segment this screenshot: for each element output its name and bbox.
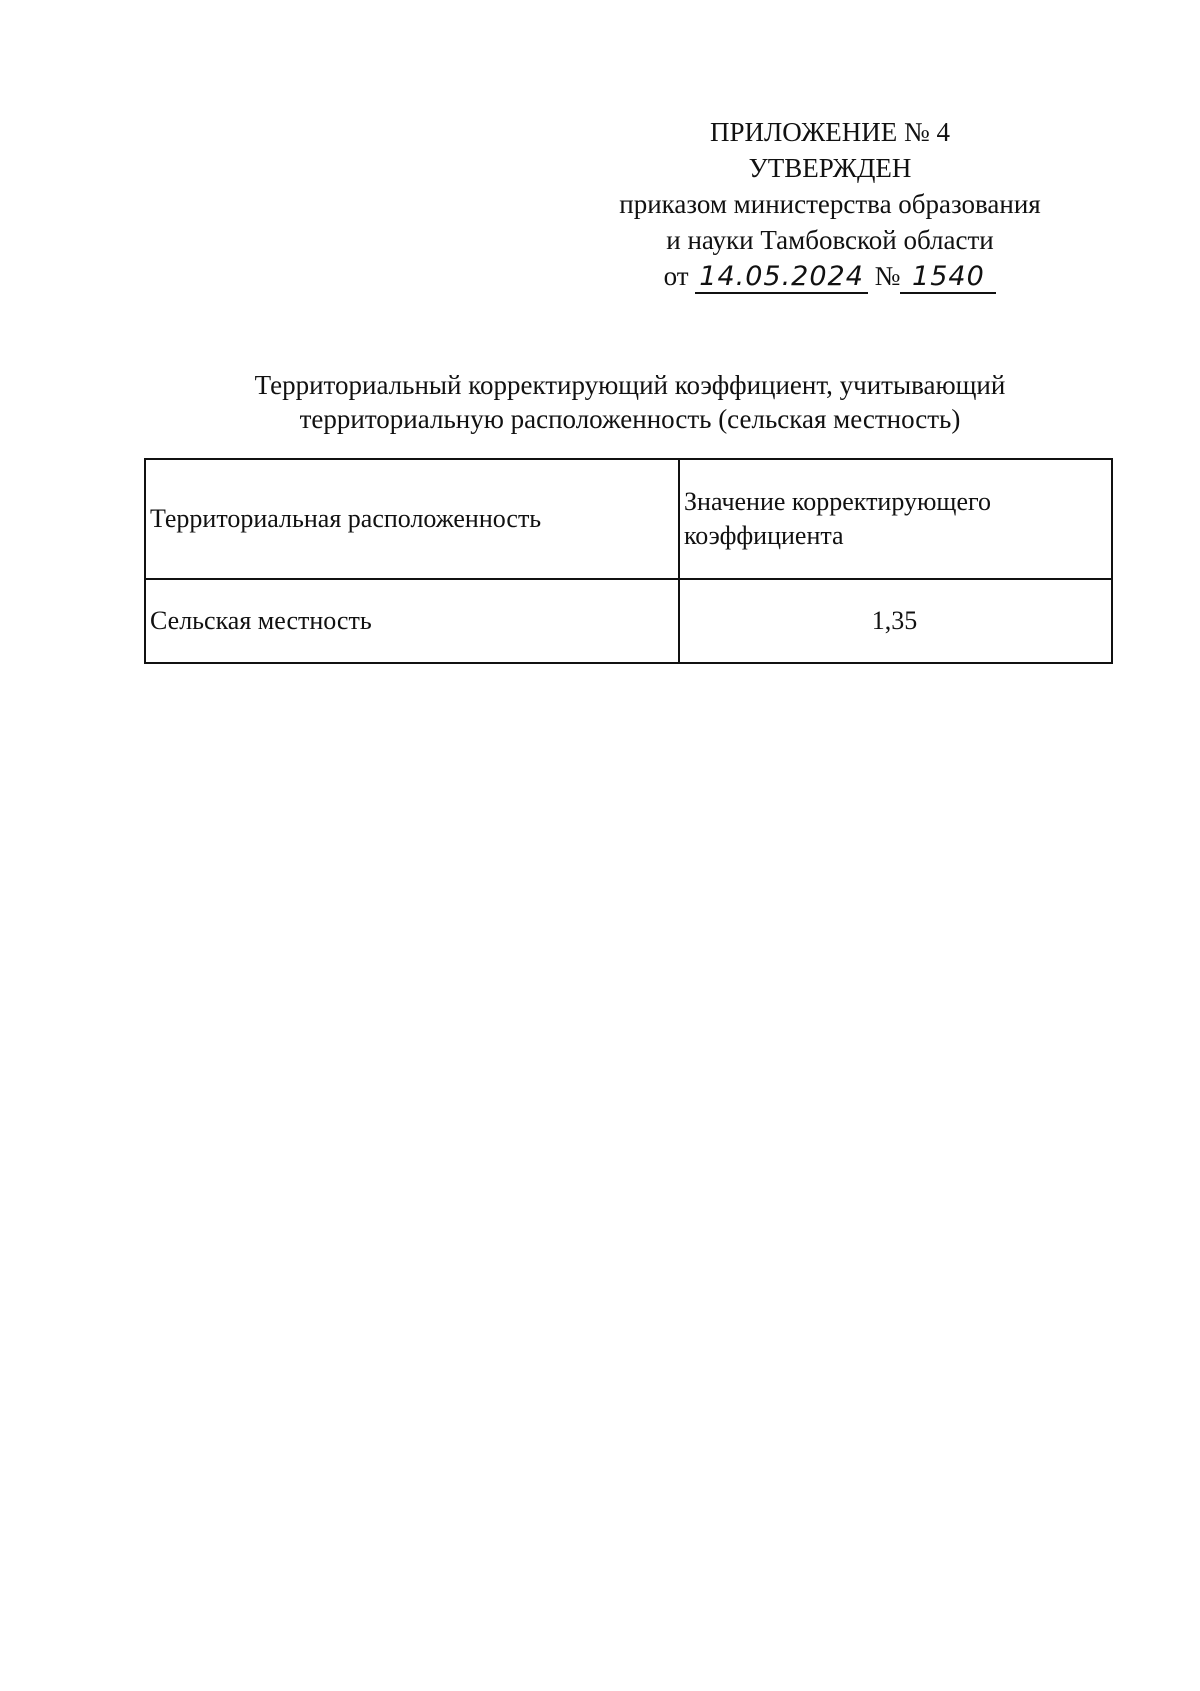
- header-cell-location: Территориальная расположенность: [145, 459, 679, 579]
- document-title: [150, 368, 1110, 436]
- header-cell-coefficient: Значение корректирующего коэффициента: [679, 459, 1112, 579]
- approval-order-line-2: и науки Тамбовской области: [666, 225, 994, 255]
- from-label: от: [663, 261, 689, 291]
- order-date-handwritten: 14.05.2024: [695, 262, 868, 294]
- cell-location: Сельская местность: [145, 579, 679, 663]
- order-reference: [590, 258, 1070, 294]
- coefficient-table: [144, 458, 1113, 664]
- title-line-1: Территориальный корректирующий коэффициент, учитывающий: [254, 370, 1006, 400]
- appendix-number: ПРИЛОЖЕНИЕ № 4: [709, 117, 951, 147]
- order-number-handwritten: 1540: [900, 262, 996, 294]
- cell-coefficient-value: 1,35: [679, 579, 1112, 663]
- approval-block: [590, 114, 1070, 294]
- title-line-2: территориальную расположенность (сельская местность): [299, 404, 961, 434]
- table-header-row: [145, 459, 1112, 579]
- approved-label: УТВЕРЖДЕН: [748, 153, 912, 183]
- table-row: [145, 579, 1112, 663]
- number-label: №: [874, 261, 901, 291]
- approval-order-line-1: приказом министерства образования: [619, 189, 1041, 219]
